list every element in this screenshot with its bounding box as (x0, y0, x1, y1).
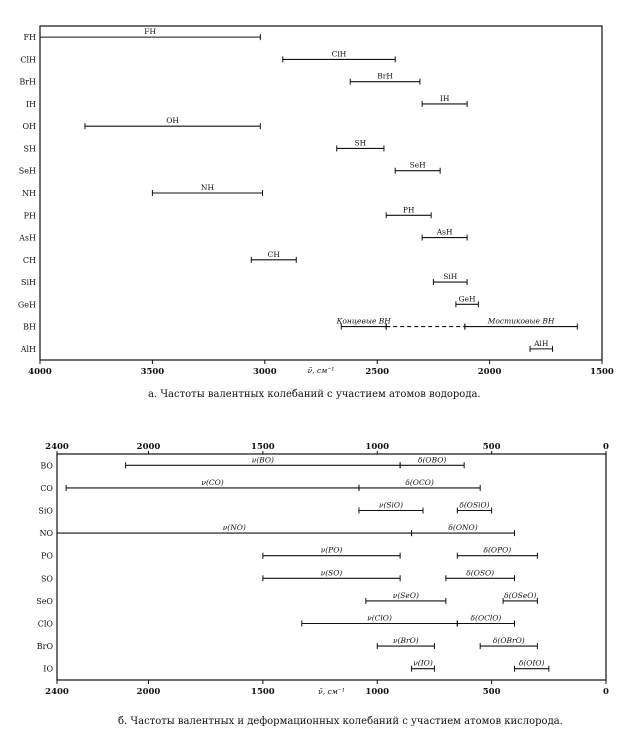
chart-a-row-label-ClH: ClH (20, 55, 36, 65)
chart-b-row-label-ClO: ClO (37, 619, 53, 629)
chart-b-row-label-BO: BO (40, 461, 53, 471)
chart-a-range-label-IH: IH (439, 93, 450, 103)
chart-b-oxygen-vibrations (36, 442, 609, 697)
chart-a-range-label-FH: FH (144, 27, 157, 37)
chart-a-range-label-ClH: ClH (331, 49, 347, 59)
chart-a-x-tick-label-bottom: 2500 (365, 367, 390, 377)
chart-a-row-label-SiH: SiH (20, 278, 36, 288)
chart-b-range-label-CO: ν(CO) (201, 477, 224, 487)
chart-b-row-label-CO: CO (40, 483, 53, 493)
chart-b-x-tick-label-bottom: 2000 (136, 687, 161, 697)
chart-b-row-label-SiO: SiO (38, 506, 53, 516)
chart-b-x-tick-label-top: 0 (603, 442, 609, 452)
chart-a-plot-frame (40, 26, 602, 360)
chart-a-range-label-GeH: GeH (458, 294, 476, 304)
chart-a-range-label-BrH: BrH (377, 71, 393, 81)
chart-a-row-label-BH: BH (23, 322, 36, 332)
chart-a-range-label-BH: Мостиковые BH (487, 316, 555, 326)
chart-b-range-label-PO: δ(OPO) (483, 545, 512, 555)
chart-b-x-tick-label-bottom: 500 (482, 687, 501, 697)
chart-b-range-label-BO: δ(OBO) (417, 455, 447, 465)
chart-a-x-tick-label-bottom: 3000 (252, 367, 277, 377)
chart-a-x-tick-label-bottom: 4000 (28, 367, 52, 377)
chart-b-range-label-PO: ν(PO) (320, 545, 343, 555)
chart-a-row-label-PH: PH (23, 211, 36, 221)
chart-b-range-label-ClO: ν(ClO) (367, 613, 392, 623)
chart-a-range-label-AsH: AsH (436, 227, 453, 237)
chart-a-x-tick-label-bottom: 2000 (477, 367, 502, 377)
chart-a-range-label-SiH: SiH (443, 272, 458, 282)
chart-b-x-tick-label-bottom: 2400 (45, 687, 69, 697)
chart-b-range-label-SeO: ν(SeO) (392, 590, 419, 600)
chart-a-row-label-BrH: BrH (19, 77, 36, 87)
chart-b-row-label-SO: SO (40, 574, 53, 584)
chart-a-x-axis-label: ν̃, см⁻¹ (307, 366, 335, 375)
chart-a-range-label-CH: CH (267, 249, 280, 259)
chart-b-row-label-NO: NO (39, 529, 53, 539)
chart-a-row-label-AsH: AsH (19, 233, 36, 243)
chart-b-row-label-BrO: BrO (36, 642, 53, 652)
chart-a-row-label-SH: SH (23, 144, 36, 154)
chart-a-row-label-SeH: SeH (18, 166, 36, 176)
chart-a-range-label-AlH: AlH (534, 338, 549, 348)
chart-a-x-tick-label-bottom: 3500 (140, 367, 165, 377)
chart-a-range-label-SeH: SeH (409, 160, 426, 170)
chart-b-range-label-ClO: δ(OClO) (470, 613, 502, 623)
chart-a-range-label-NH: NH (200, 183, 215, 192)
chart-a-row-label-NH: NH (22, 189, 36, 198)
chart-a-row-label-GeH: GeH (17, 300, 36, 310)
chart-b-range-label-SO: δ(OSO) (466, 568, 495, 578)
chart-a-hydrogen-stretching (18, 26, 614, 377)
chart-a-row-label-OH: OH (22, 122, 36, 132)
chart-b-x-axis-label: ν̃, см⁻¹ (318, 687, 345, 696)
chart-b-range-label-SiO: ν(SiO) (378, 500, 404, 510)
chart-a-range-label-PH: PH (402, 205, 415, 215)
chart-a-row-label-CH: CH (22, 255, 36, 265)
chart-a-range-label-SH: SH (354, 138, 367, 148)
chart-b-x-tick-label-top: 2000 (136, 442, 161, 452)
chart-b-x-tick-label-top: 500 (482, 442, 501, 452)
chart-b-range-label-NO: ν(NO) (222, 523, 246, 533)
chart-a-range-label-OH: OH (166, 116, 179, 126)
chart-b-x-tick-label-top: 1500 (251, 442, 275, 452)
chart-b-range-label-CO: δ(OCO) (405, 477, 434, 487)
chart-a-row-label-AlH: AlH (20, 344, 36, 354)
chart-a-row-label-FH: FH (23, 33, 36, 43)
chart-b-range-label-BrO: δ(OBrO) (492, 636, 525, 646)
chart-b-range-label-NO: δ(ONO) (448, 523, 478, 533)
chart-b-range-label-IO: δ(OIO) (518, 658, 545, 668)
chart-a-caption: а. Частоты валентных колебаний с участием атомов водорода. (148, 389, 481, 400)
chart-a-row-label-IH: IH (25, 99, 36, 109)
chart-b-x-tick-label-top: 2400 (45, 442, 69, 452)
chart-b-row-label-SeO: SeO (36, 596, 53, 606)
chart-a-range-label-BH: Концевые BH (336, 316, 391, 326)
chart-b-range-label-SiO: δ(OSiO) (459, 500, 490, 510)
chart-b-x-tick-label-bottom: 0 (603, 687, 609, 697)
chart-b-range-label-BrO: ν(BrO) (393, 636, 419, 646)
chart-b-x-tick-label-top: 1000 (365, 442, 390, 452)
chart-b-range-label-SeO: δ(OSeO) (504, 590, 537, 600)
chart-a-x-tick-label-bottom: 1500 (590, 367, 614, 377)
chart-b-x-tick-label-bottom: 1500 (251, 687, 275, 697)
chart-b-row-label-IO: IO (43, 664, 53, 674)
chart-b-range-label-BO: ν(BO) (251, 455, 274, 465)
chart-b-x-tick-label-bottom: 1000 (365, 687, 390, 697)
chart-b-caption: б. Частоты валентных и деформационных колебаний с участием атомов кислорода. (118, 716, 563, 727)
chart-b-range-label-SO: ν(SO) (320, 568, 343, 578)
chart-b-row-label-PO: PO (41, 551, 53, 561)
chart-b-range-label-IO: ν(IO) (413, 658, 433, 668)
